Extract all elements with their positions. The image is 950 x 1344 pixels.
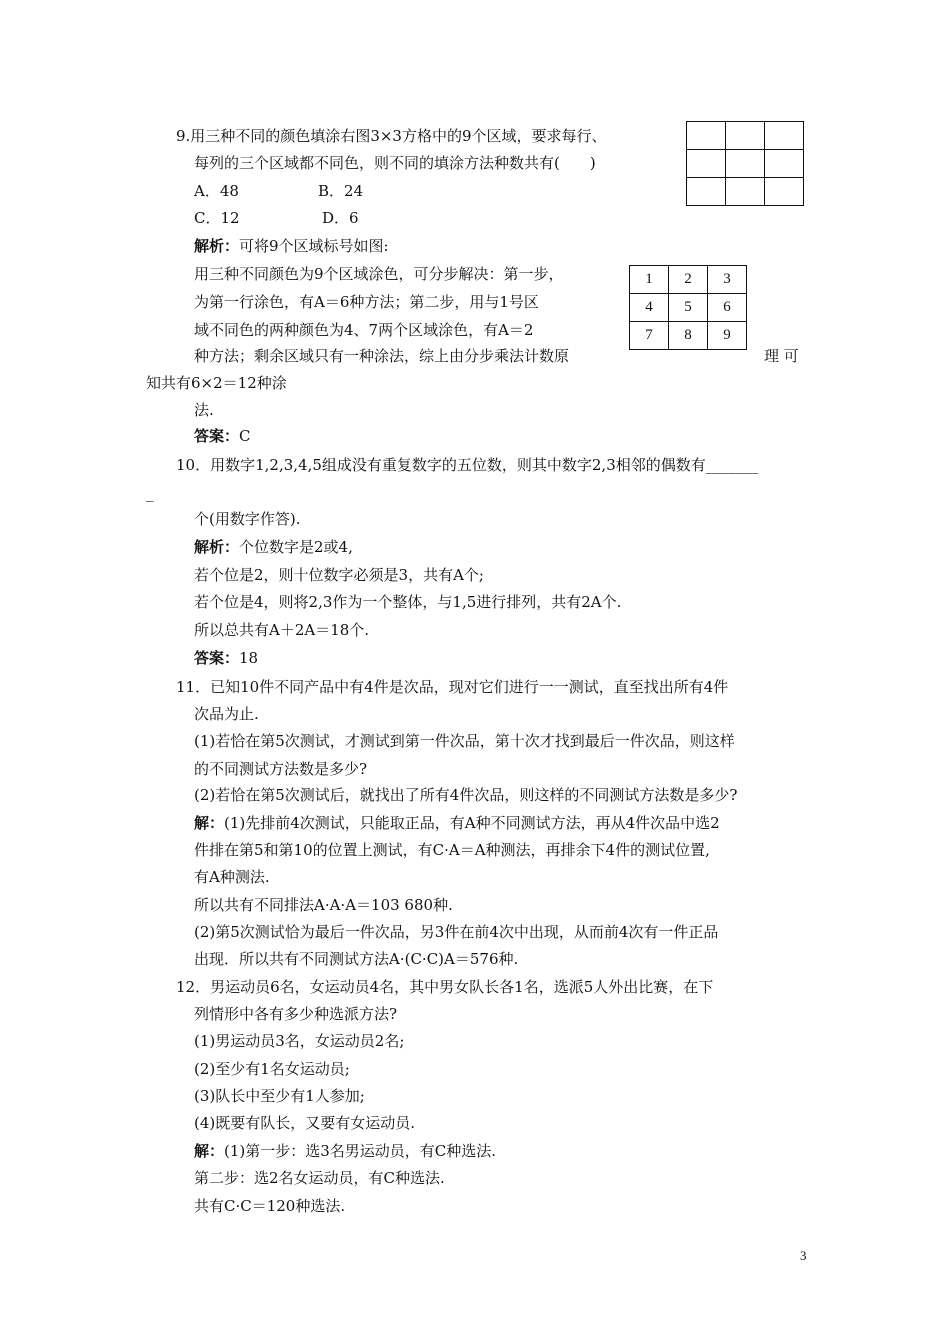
q11-stem-line2: 次品为止. (194, 705, 259, 723)
q11-solution-line3: 有A种测法. (194, 868, 270, 886)
q9-solution-line5: 知共有6×2＝12种涂 (146, 374, 287, 392)
q9-solution-line3: 域不同色的两种颜色为4、7两个区域涂色，有A＝2 (194, 321, 534, 339)
q12-case4: (4)既要有队长，又要有女运动员. (194, 1114, 416, 1132)
grid-cell: 2 (669, 266, 708, 294)
q9-option-a: A．48 (194, 182, 239, 200)
grid-cell: 5 (669, 294, 708, 322)
q9-solution-label: 解析： (194, 237, 240, 255)
q10-solution-line3: 若个位是4，则将2,3作为一个整体，与1,5进行排列，共有2A个. (194, 593, 622, 611)
q12-stem-line2: 列情形中各有多少种选派方法? (194, 1005, 398, 1023)
q9-solution-line4: 种方法；剩余区域只有一种涂法，综上由分步乘法计数原 (194, 347, 570, 365)
q9-answer (194, 426, 251, 446)
q10-solution-line4: 所以总共有A＋2A＝18个. (194, 621, 370, 639)
q10-solution-text: 个位数字是2或4, (239, 538, 353, 556)
q11-part2: (2)若恰在第5次测试后，就找出了所有4件次品，则这样的不同测试方法数是多少? (194, 786, 738, 804)
q12-solution-line1 (194, 1141, 496, 1161)
q9-solution-intro-text: 可将9个区域标号如图: (239, 237, 389, 255)
q10-stem-line1: 10．用数字1,2,3,4,5组成没有重复数字的五位数，则其中数字2,3相邻的偶数有_______ (176, 456, 759, 474)
grid-cell: 1 (630, 266, 669, 294)
grid-cell: 8 (669, 322, 708, 350)
grid-cell: 7 (630, 322, 669, 350)
q10-stem-line1b: _ (146, 484, 154, 502)
grid-cell: 3 (708, 266, 747, 294)
q10-solution-line2: 若个位是2，则十位数字必须是3，共有A个; (194, 566, 484, 584)
q12-solution-text: (1)第一步：选3名男运动员，有C种选法. (224, 1142, 497, 1160)
q9-numbered-grid (629, 265, 747, 350)
q9-solution-line6: 法. (194, 401, 214, 419)
q12-solution-line2: 第二步：选2名女运动员，有C种选法. (194, 1169, 445, 1187)
q9-option-b: B．24 (318, 182, 364, 200)
q12-case2: (2)至少有1名女运动员; (194, 1060, 350, 1078)
q9-solution-intro (194, 236, 389, 256)
q11-solution-line6: 出现．所以共有不同测试方法A·(C·C)A＝576种. (194, 950, 519, 968)
q12-case3: (3)队长中至少有1人参加; (194, 1087, 365, 1105)
q10-answer-value: 18 (239, 649, 259, 667)
q9-stem-line2: 每列的三个区域都不同色，则不同的填涂方法种数共有( ) (194, 154, 596, 172)
q11-solution-text: (1)先排前4次测试，只能取正品，有A种不同测试方法，再从4件次品中选2 (224, 814, 720, 832)
q10-solution-label: 解析： (194, 538, 240, 556)
q9-option-c: C．12 (194, 209, 240, 227)
q9-answer-label: 答案： (194, 427, 240, 445)
q10-solution-line1 (194, 537, 353, 557)
q11-solution-label: 解： (194, 814, 225, 832)
grid-cell: 4 (630, 294, 669, 322)
q9-option-d: D．6 (322, 209, 359, 227)
grid-cell: 9 (708, 322, 747, 350)
q9-solution-line2: 为第一行涂色，有A＝6种方法；第二步，用与1号区 (194, 293, 539, 311)
q11-part1-line1: (1)若恰在第5次测试，才测试到第一件次品，第十次才找到最后一件次品，则这样 (194, 732, 735, 750)
page-number: 3 (800, 1248, 807, 1263)
q9-stem-line1: 9.用三种不同的颜色填涂右图3×3方格中的9个区域，要求每行、 (176, 127, 607, 145)
q9-solution-line4-tail: 理 可 (764, 347, 799, 365)
q12-case1: (1)男运动员3名，女运动员2名; (194, 1032, 405, 1050)
grid-cell: 6 (708, 294, 747, 322)
q11-solution-line2: 件排在第5和第10的位置上测试，有C·A＝A种测法，再排余下4件的测试位置, (194, 841, 710, 859)
q10-answer (194, 648, 258, 668)
q11-stem-line1: 11．已知10件不同产品中有4件是次品，现对它们进行一一测试，直至找出所有4件 (176, 678, 729, 696)
q10-stem-line2: 个(用数字作答). (194, 510, 301, 528)
q10-answer-label: 答案： (194, 649, 240, 667)
q9-solution-line1: 用三种不同颜色为9个区域涂色，可分步解决：第一步， (194, 265, 564, 283)
q11-solution-line1 (194, 813, 720, 833)
q9-answer-value: C (239, 427, 251, 445)
q12-solution-label: 解： (194, 1142, 225, 1160)
q9-blank-grid (686, 121, 804, 206)
q12-stem-line1: 12．男运动员6名，女运动员4名，其中男女队长各1名，选派5人外出比赛，在下 (176, 978, 714, 996)
q11-solution-line5: (2)第5次测试恰为最后一件次品，另3件在前4次中出现，从而前4次有一件正品 (194, 923, 719, 941)
q12-solution-line3: 共有C·C＝120种选法. (194, 1197, 346, 1215)
q11-solution-line4: 所以共有不同排法A·A·A＝103 680种. (194, 896, 453, 914)
q11-part1-line2: 的不同测试方法数是多少? (194, 760, 368, 778)
